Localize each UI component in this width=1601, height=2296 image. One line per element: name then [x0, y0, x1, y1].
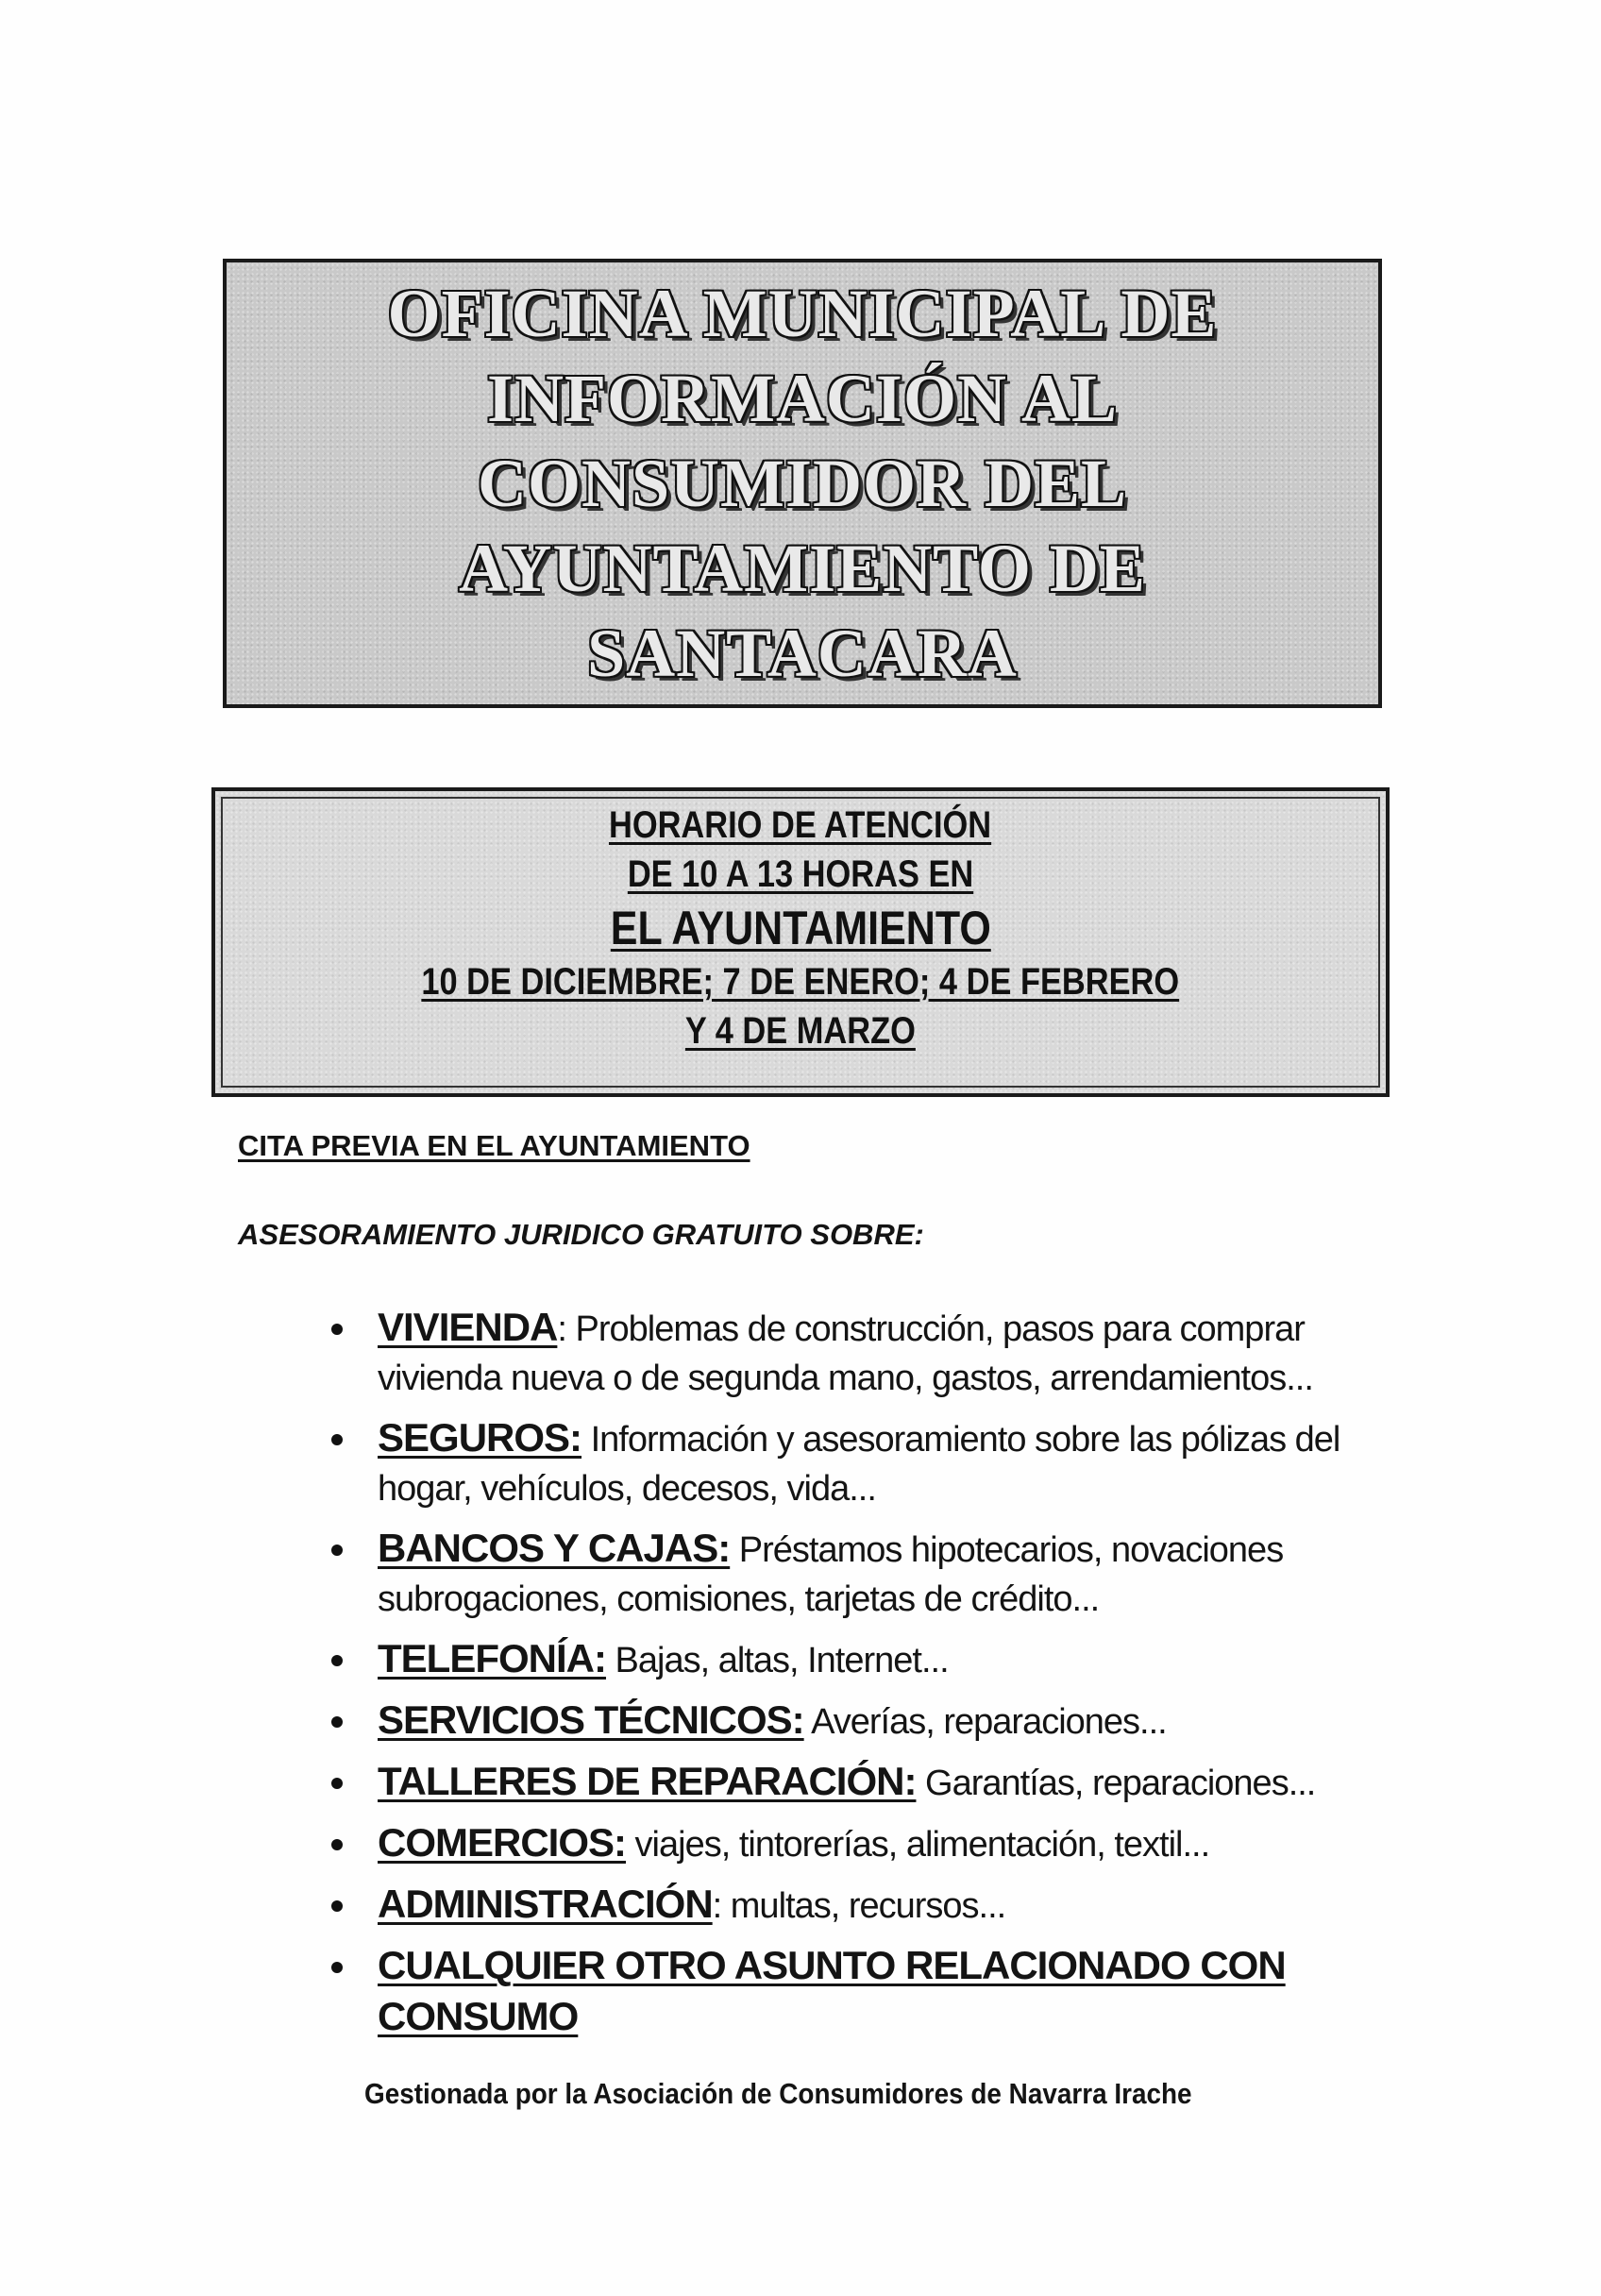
schedule-line: DE 10 A 13 HORAS EN: [627, 853, 974, 895]
topic-text: Información y asesoramiento sobre las pólizas del hogar, vehículos, decesos, vida...: [378, 1420, 1340, 1509]
list-item: [321, 1880, 1388, 1931]
schedule-line: HORARIO DE ATENCIÓN: [609, 804, 992, 846]
cita-previa-text: CITA PREVIA EN EL AYUNTAMIENTO: [238, 1129, 750, 1162]
list-item: [321, 1634, 1388, 1685]
list-item: [321, 1818, 1388, 1869]
list-item: [321, 1413, 1388, 1513]
title-line: INFORMACIÓN AL: [486, 361, 1118, 436]
topic-label: CUALQUIER OTRO ASUNTO RELACIONADO CON CONSUMO: [378, 1943, 1286, 2038]
schedule-line: EL AYUNTAMIENTO: [610, 902, 991, 954]
list-item: [321, 1303, 1388, 1403]
bullet-icon: [331, 1778, 343, 1789]
bullet-icon: [331, 1545, 343, 1556]
title-line: OFICINA MUNICIPAL DE: [387, 276, 1218, 351]
footer-credit: Gestionada por la Asociación de Consumidores de Navarra Irache: [364, 2077, 1192, 2110]
topic-text: multas, recursos...: [721, 1886, 1006, 1926]
bullet-icon: [331, 1716, 343, 1728]
bullet-icon: [331, 1655, 343, 1666]
topic-text: Garantías, reparaciones...: [916, 1764, 1316, 1803]
title-line: CONSUMIDOR DEL: [477, 446, 1128, 521]
list-item: [321, 1757, 1388, 1808]
title-line: AYUNTAMIENTO DE: [459, 531, 1146, 606]
topic-label: COMERCIOS:: [378, 1820, 626, 1865]
asesoramiento-heading: ASESORAMIENTO JURIDICO GRATUITO SOBRE:: [238, 1218, 924, 1251]
schedule-line: 10 DE DICIEMBRE; 7 DE ENERO; 4 DE FEBRERO: [421, 961, 1180, 1003]
schedule-line: Y 4 DE MARZO: [684, 1010, 917, 1052]
topic-text: Bajas, altas, Internet...: [605, 1641, 949, 1680]
bullet-icon: [331, 1324, 343, 1335]
bullet-icon: [331, 1434, 343, 1445]
topic-label: TELEFONÍA:: [378, 1636, 606, 1680]
topic-label: TALLERES DE REPARACIÓN:: [378, 1759, 917, 1803]
title-line: SANTACARA: [587, 616, 1018, 691]
topic-text: Problemas de construcción, pasos para comprar vivienda nueva o de segunda mano, gastos, arrendamientos...: [378, 1309, 1313, 1398]
topic-text: viajes, tintorerías, alimentación, textil...: [626, 1825, 1210, 1865]
list-item: [321, 1941, 1388, 2043]
topic-label: VIVIENDA: [378, 1305, 558, 1349]
topic-text: Averías, reparaciones...: [803, 1702, 1167, 1742]
topic-label: ADMINISTRACIÓN: [378, 1882, 713, 1926]
bullet-icon: [331, 1839, 343, 1850]
bullet-icon: [331, 1900, 343, 1912]
topic-text: Préstamos hipotecarios, novaciones subrogaciones, comisiones, tarjetas de crédito...: [378, 1530, 1284, 1619]
topic-label: SERVICIOS TÉCNICOS:: [378, 1697, 804, 1742]
topic-label: SEGUROS:: [378, 1415, 582, 1460]
list-item: [321, 1696, 1388, 1747]
schedule-box: [211, 787, 1390, 1097]
bullet-icon: [331, 1962, 343, 1973]
topic-label: BANCOS Y CAJAS:: [378, 1526, 731, 1570]
schedule-text: [215, 801, 1386, 1055]
topic-list: [321, 1303, 1388, 2053]
title-box: [223, 259, 1382, 708]
topic-separator: :: [557, 1309, 566, 1349]
list-item: [321, 1524, 1388, 1624]
topic-separator: :: [712, 1886, 722, 1926]
